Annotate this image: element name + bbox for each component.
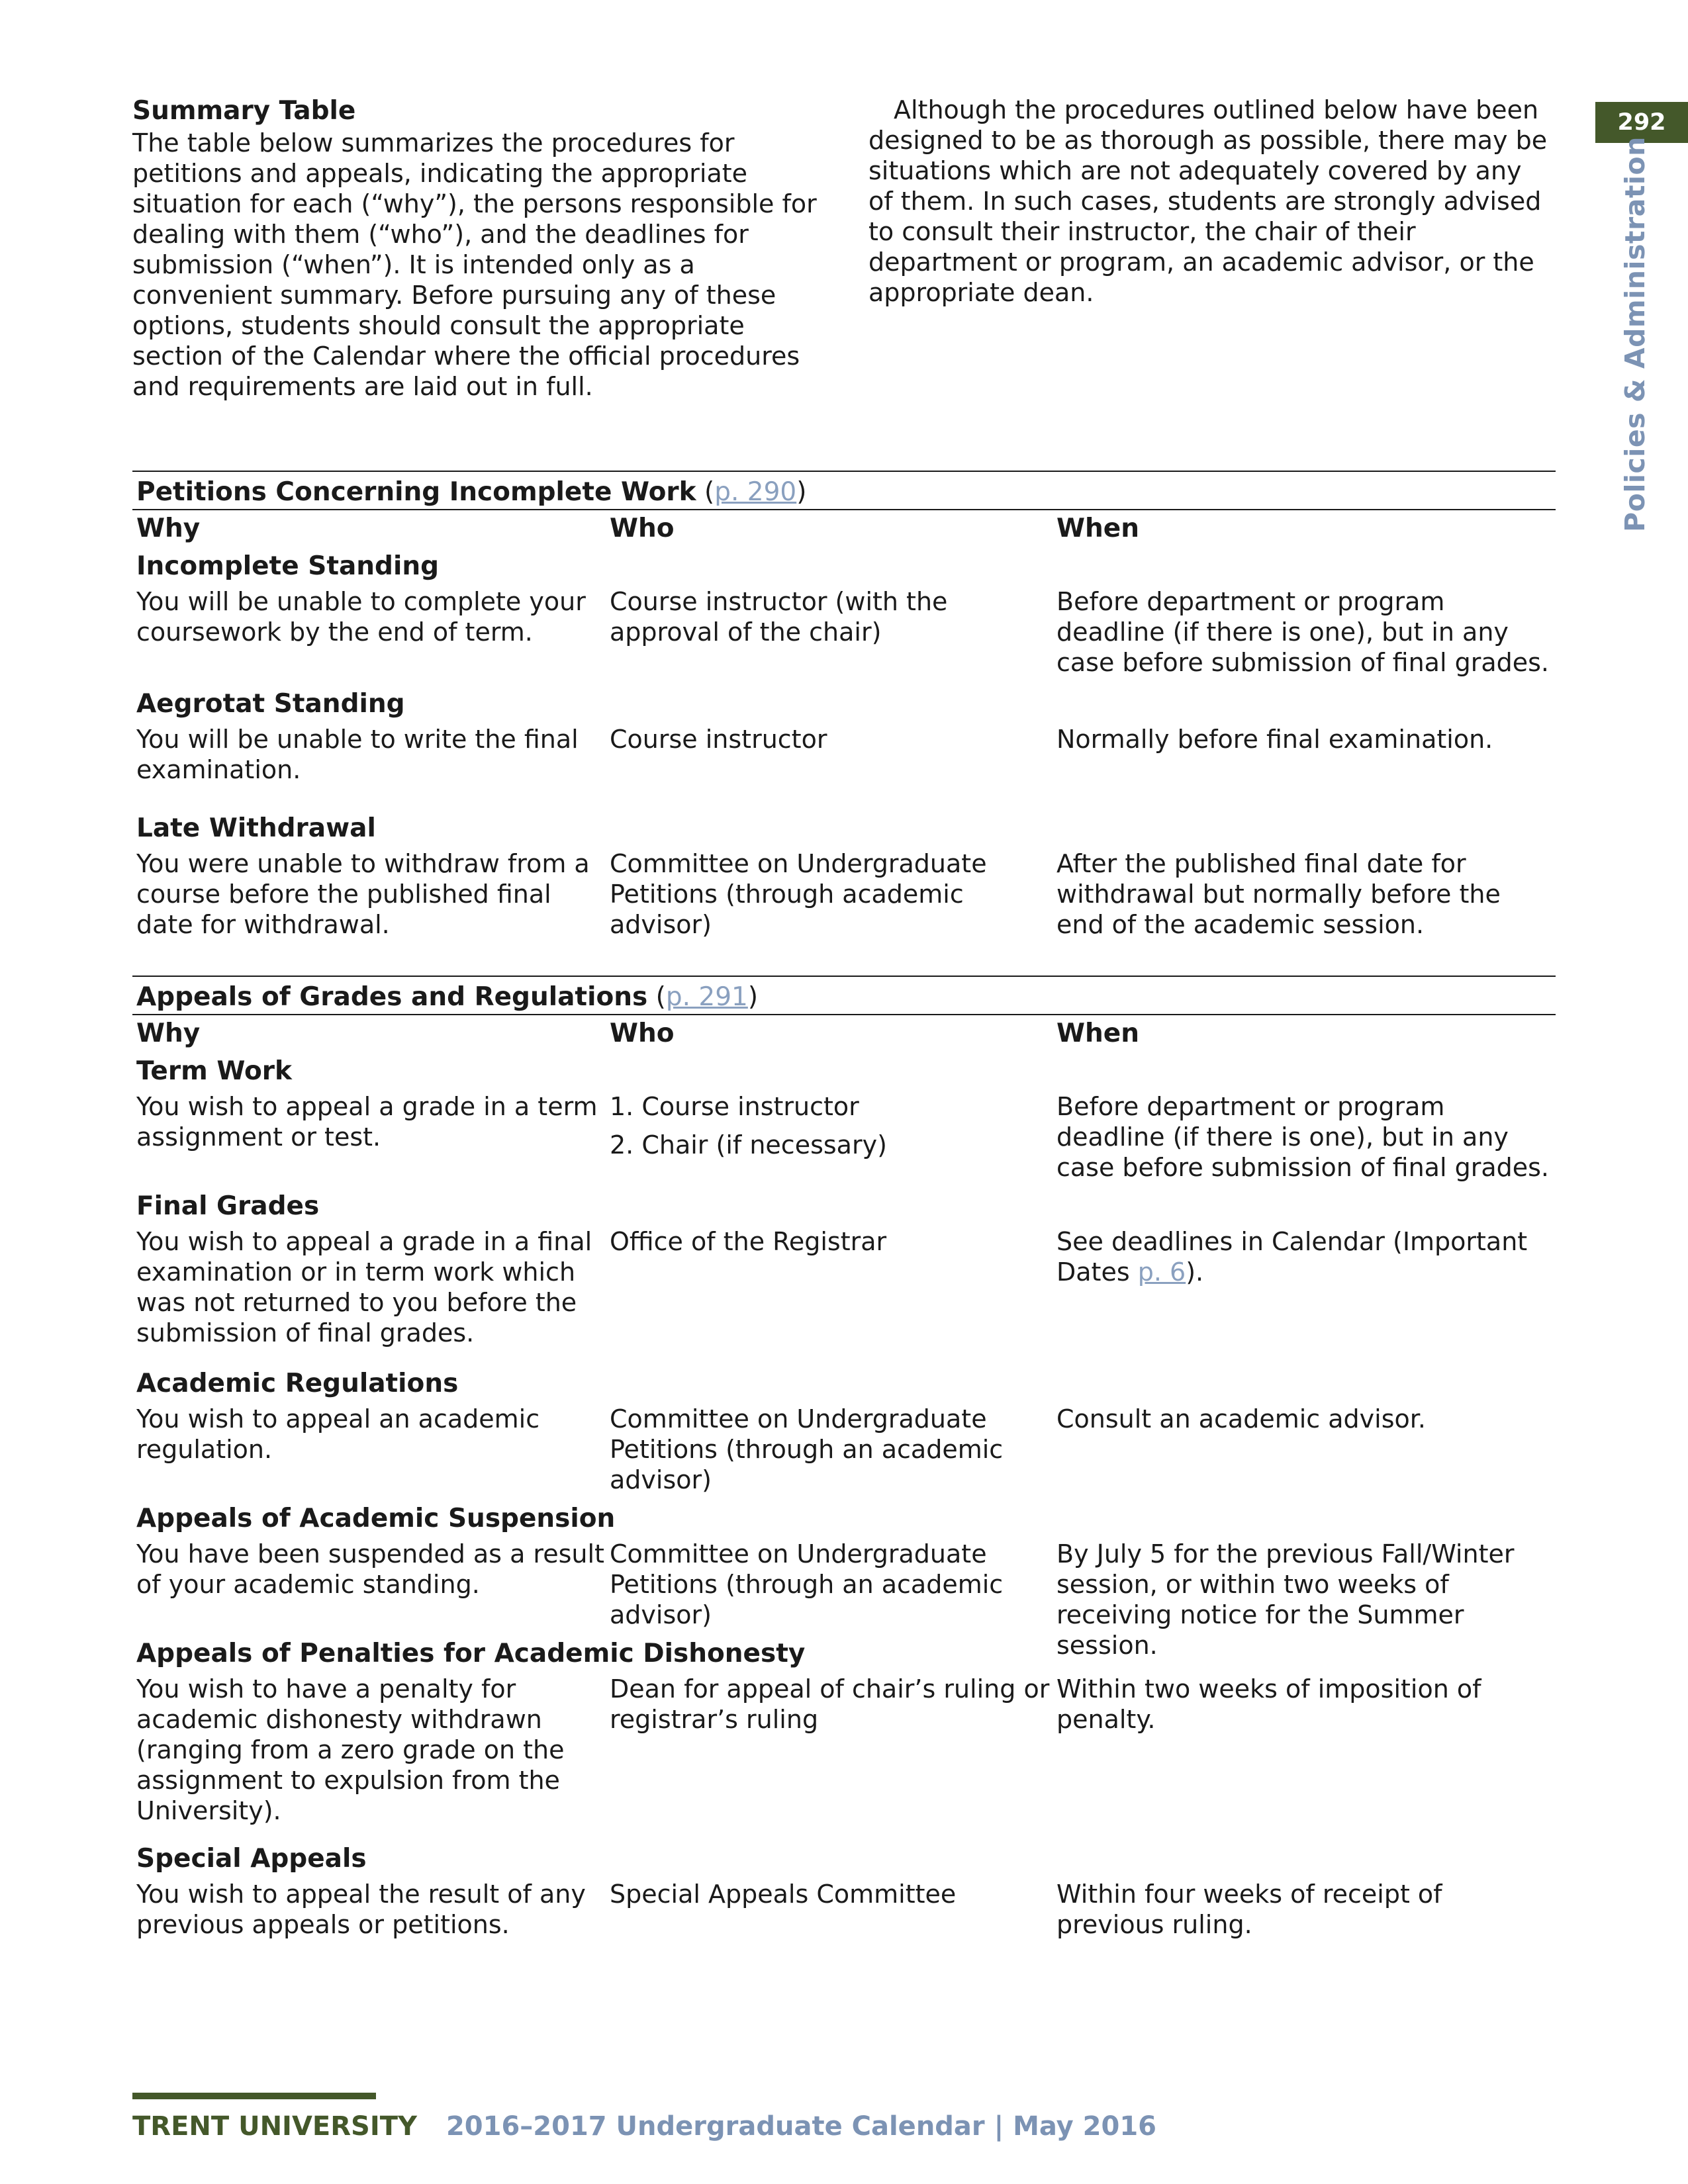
list-item: 1. Course instructor — [610, 1092, 859, 1121]
when-text-tail: ). — [1186, 1257, 1204, 1287]
who-cell: Committee on Undergraduate Petitions (through an academic advisor) — [610, 1404, 1004, 1494]
intro-paragraph-right: Although the procedures outlined below have been designed to be as thorough as possible, there may be situations which are not adequately covered by any of them. In such cases, students are strongly advised to consult their instructor, the chair of their department or program, an academic advisor, or the appropriate dean. — [868, 95, 1548, 307]
table-row — [132, 1402, 1556, 1500]
footer — [132, 2110, 1156, 2143]
why-cell: You wish to appeal the result of any previous appeals or petitions. — [136, 1880, 586, 1939]
table-header-row — [132, 1015, 1556, 1053]
list-item: 2. Chair (if necessary) — [610, 1130, 887, 1160]
who-cell: Office of the Registrar — [610, 1227, 887, 1256]
table-title-text: Appeals of Grades and Regulations — [136, 982, 648, 1012]
summary-heading: Summary Table — [132, 96, 356, 126]
intro-right-column — [868, 95, 1550, 308]
when-cell: Consult an academic advisor. — [1056, 1404, 1426, 1433]
footer-org: TRENT UNIVERSITY — [132, 2111, 417, 2142]
why-cell: You were unable to withdraw from a course before the published final date for withdrawal. — [136, 849, 590, 939]
when-cell: Normally before final examination. — [1056, 725, 1493, 754]
table-row — [132, 1090, 1556, 1188]
why-cell: You wish to appeal a grade in a final examination or in term work which was not returned to you before the submission of final grades. — [136, 1227, 592, 1347]
why-cell: You will be unable to complete your coursework by the end of term. — [136, 587, 586, 647]
section-label: Policies & Administration — [1619, 136, 1652, 532]
column-header-why: Why — [136, 1019, 201, 1048]
when-cell: Before department or program deadline (if there is one), but in any case before submission of final grades. — [1056, 587, 1550, 677]
when-cell: Within two weeks of imposition of penalty. — [1056, 1674, 1481, 1734]
when-cell: By July 5 for the previous Fall/Winter session, or within two weeks of receiving notice for the Summer session. — [1056, 1539, 1515, 1660]
table-title: Petitions Concerning Incomplete Work (p. 290) — [132, 471, 1556, 510]
who-list — [610, 1091, 1056, 1160]
who-cell — [610, 1090, 1056, 1188]
table-title-text: Petitions Concerning Incomplete Work — [136, 477, 696, 507]
when-cell: Before department or program deadline (if there is one), but in any case before submission of final grades. — [1056, 1092, 1550, 1182]
when-cell: Within four weeks of receipt of previous ruling. — [1056, 1880, 1442, 1939]
category-heading: Appeals of Academic Suspension — [136, 1504, 616, 1533]
column-header-who: Who — [610, 1019, 675, 1048]
who-cell: Dean for appeal of chair’s ruling or registrar’s ruling — [610, 1674, 1050, 1734]
category-heading: Special Appeals — [136, 1844, 367, 1874]
column-header-why: Why — [136, 514, 201, 543]
who-cell: Special Appeals Committee — [610, 1880, 957, 1909]
category-heading: Late Withdrawal — [136, 813, 376, 843]
table-row — [132, 1878, 1556, 1950]
footer-calendar: 2016–2017 Undergraduate Calendar | May 2016 — [445, 2111, 1156, 2142]
column-header-when: When — [1056, 514, 1139, 543]
category-heading: Final Grades — [136, 1191, 320, 1221]
petitions-table — [132, 471, 1556, 946]
why-cell: You will be unable to write the final examination. — [136, 725, 579, 784]
when-cell — [1056, 1225, 1552, 1365]
column-header-when: When — [1056, 1019, 1139, 1048]
table-title: Appeals of Grades and Regulations (p. 291) — [132, 976, 1556, 1015]
table-row — [132, 847, 1556, 946]
table-row — [132, 1672, 1556, 1841]
category-heading: Aegrotat Standing — [136, 689, 405, 719]
intro-paragraph-left: The table below summarizes the procedures for petitions and appeals, indicating the appropriate situation for each (“why”), the persons responsible for dealing with them (“who”), and the deadlines for submission (“when”). It is intended only as a convenient summary. Before pursuing any of these options, students should consult the appropriate section of the Calendar where the official procedures and requirements are laid out in full. — [132, 128, 817, 401]
page-reference-link[interactable]: p. 6 — [1137, 1257, 1186, 1287]
category-heading: Appeals of Penalties for Academic Dishonesty — [136, 1639, 806, 1668]
when-text: See deadlines in Calendar (Important Dates — [1056, 1227, 1528, 1287]
when-cell: After the published final date for withdrawal but normally before the end of the academic session. — [1056, 849, 1501, 939]
appeals-table — [132, 976, 1556, 1950]
why-cell: You wish to appeal a grade in a term assignment or test. — [136, 1092, 598, 1152]
section-side-label — [1612, 136, 1658, 532]
table-header-row — [132, 510, 1556, 548]
page-number: 292 — [1617, 109, 1666, 136]
category-heading: Term Work — [136, 1056, 292, 1086]
who-cell: Course instructor (with the approval of the chair) — [610, 587, 948, 647]
page-reference-link[interactable]: p. 291 — [665, 982, 748, 1012]
table-row — [132, 1225, 1556, 1365]
why-cell: You wish to have a penalty for academic dishonesty withdrawn (ranging from a zero grade on the assignment to expulsion from the University). — [136, 1674, 565, 1825]
table-row — [132, 723, 1556, 810]
who-cell: Course instructor — [610, 725, 827, 754]
intro-left-column — [132, 95, 821, 402]
why-cell: You have been suspended as a result of your academic standing. — [136, 1539, 604, 1599]
footer-rule — [132, 2093, 376, 2099]
table-row — [132, 585, 1556, 686]
why-cell: You wish to appeal an academic regulation. — [136, 1404, 540, 1464]
who-cell: Committee on Undergraduate Petitions (through academic advisor) — [610, 849, 987, 939]
category-heading: Incomplete Standing — [136, 551, 440, 581]
who-cell: Committee on Undergraduate Petitions (through an academic advisor) — [610, 1539, 1004, 1629]
column-header-who: Who — [610, 514, 675, 543]
page-reference-link[interactable]: p. 290 — [714, 477, 797, 507]
category-heading: Academic Regulations — [136, 1369, 459, 1398]
